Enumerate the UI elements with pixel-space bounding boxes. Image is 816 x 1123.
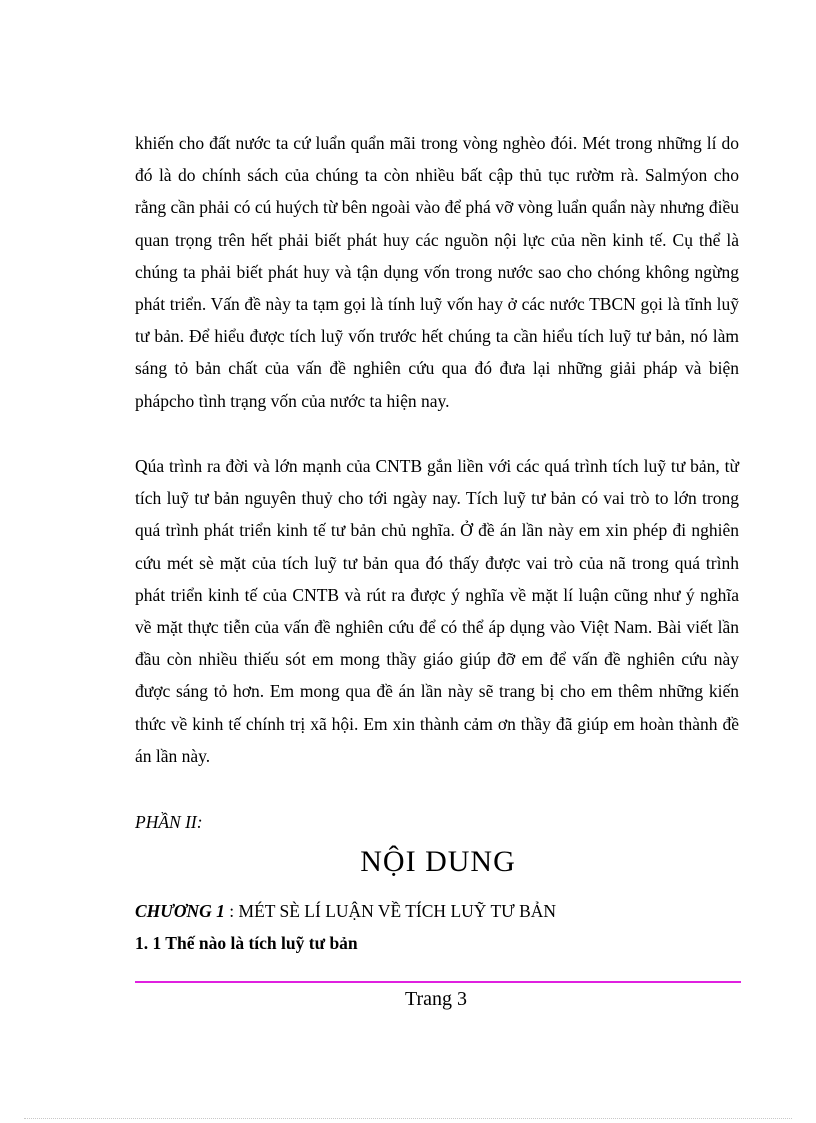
footer-divider: [135, 981, 741, 983]
body-paragraph-1: khiến cho đất nước ta cứ luẩn quẩn mãi trong vòng nghèo đói. Mét trong những lí do đó là do chính sách của chúng ta còn nhiều bất cập thủ tục rườm rà. Salmýon cho rằng cần phải có cú huých từ bên ngoài vào để phá vỡ vòng luẩn quẩn này nhưng điều quan trọng trên hết phải biết phát huy các nguồn nội lực của nền kinh tế. Cụ thể là chúng ta phải biết phát huy và tận dụng vốn trong nước sao cho chóng không ngừng phát triển. Vấn đề này ta tạm gọi là tính luỹ vốn hay ở các nước TBCN gọi là tĩnh luỹ tư bản. Để hiểu được tích luỹ vốn trước hết chúng ta cần hiểu tích luỹ tư bản, nó làm sáng tỏ bản chất của vấn đề nghiên cứu qua đó đưa lại những giải pháp và biện phápcho tình trạng vốn của nước ta hiện nay.: [135, 133, 739, 411]
part-label: PHẦN II:: [135, 812, 203, 832]
chapter-label: CHƯƠNG 1: [135, 901, 225, 921]
page-number: Trang 3: [404, 988, 468, 1010]
chapter-heading: [135, 896, 556, 926]
body-paragraph-2: Qúa trình ra đời và lớn mạnh của CNTB gắn liền với các quá trình tích luỹ tư bản, từ tích luỹ tư bản nguyên thuỷ cho tới ngày nay. Tích luỹ tư bản có vai trò to lớn trong quá trình phát triển kinh tế tư bản chủ nghĩa. Ở đề án lần này em xin phép đi nghiên cứu mét sè mặt của tích luỹ tư bản qua đó thấy được vai trò của nã trong quá trình phát triển kinh tế của CNTB và rút ra được ý nghĩa về mặt lí luận cũng như ý nghĩa về mặt thực tiễn của vấn đề nghiên cứu để có thể áp dụng vào Việt Nam. Bài viết lần đầu còn nhiều thiếu sót em mong thầy giáo giúp đỡ em để vấn đề nghiên cứu này được sáng tỏ hơn. Em mong qua đề án lần này sẽ trang bị cho em thêm những kiến thức về kinh tế chính trị xã hội. Em xin thành cảm ơn thầy đã giúp em hoàn thành đề án lần này.: [135, 456, 739, 766]
chapter-title: : MÉT SÈ LÍ LUẬN VỀ TÍCH LUỸ TƯ BẢN: [229, 901, 557, 921]
section-heading: 1. 1 Thế nào là tích luỹ tư bản: [135, 933, 358, 953]
main-heading: NỘI DUNG: [360, 845, 516, 878]
page-edge-divider: [24, 1118, 792, 1119]
